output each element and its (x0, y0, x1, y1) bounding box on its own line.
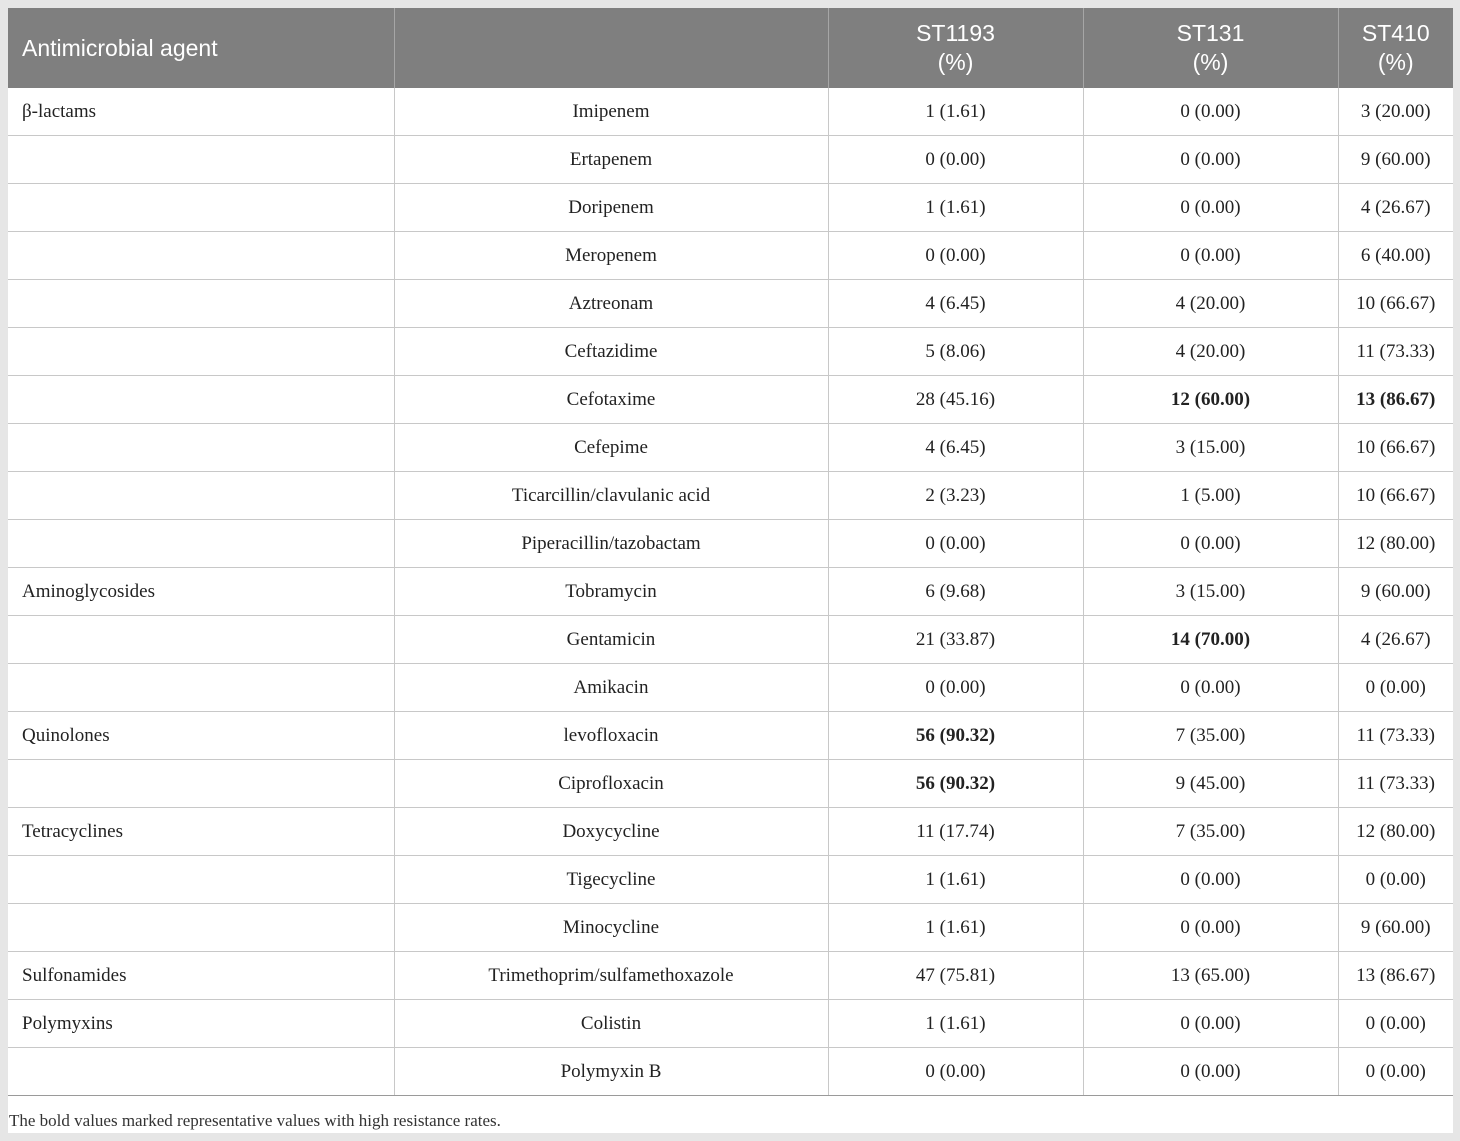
cell-st131: 1 (5.00) (1083, 472, 1338, 520)
table-body (8, 88, 1453, 1096)
cell-st1193: 0 (0.00) (828, 664, 1083, 712)
cell-st131: 0 (0.00) (1083, 232, 1338, 280)
cell-class (8, 280, 394, 328)
header-st131-label: ST131 (1176, 20, 1245, 46)
cell-drug: Ceftazidime (394, 328, 828, 376)
cell-drug: Cefotaxime (394, 376, 828, 424)
table-row (8, 1000, 1453, 1048)
cell-drug: Doxycycline (394, 808, 828, 856)
cell-st410: 13 (86.67) (1338, 376, 1453, 424)
cell-st131: 13 (65.00) (1083, 952, 1338, 1000)
cell-class (8, 424, 394, 472)
cell-st1193: 5 (8.06) (828, 328, 1083, 376)
cell-st1193: 56 (90.32) (828, 712, 1083, 760)
cell-st131: 12 (60.00) (1083, 376, 1338, 424)
cell-st1193: 47 (75.81) (828, 952, 1083, 1000)
cell-st1193: 4 (6.45) (828, 280, 1083, 328)
cell-st131: 0 (0.00) (1083, 904, 1338, 952)
cell-st410: 3 (20.00) (1338, 88, 1453, 136)
table-row (8, 904, 1453, 952)
cell-st131: 4 (20.00) (1083, 328, 1338, 376)
cell-st410: 0 (0.00) (1338, 856, 1453, 904)
cell-st1193: 1 (1.61) (828, 856, 1083, 904)
header-st131 (1083, 8, 1338, 88)
table-footnote: The bold values marked representative values with high resistance rates. (9, 1111, 501, 1130)
cell-st1193: 6 (9.68) (828, 568, 1083, 616)
header-st1193-label: ST1193 (916, 20, 995, 46)
cell-class (8, 184, 394, 232)
cell-drug: Cefepime (394, 424, 828, 472)
cell-class (8, 760, 394, 808)
cell-st1193: 1 (1.61) (828, 88, 1083, 136)
cell-class (8, 1048, 394, 1096)
resistance-table (8, 8, 1453, 1096)
header-row (8, 8, 1453, 88)
table-row (8, 952, 1453, 1000)
cell-drug: Ticarcillin/clavulanic acid (394, 472, 828, 520)
cell-drug: Ciprofloxacin (394, 760, 828, 808)
table-row (8, 856, 1453, 904)
cell-st131: 9 (45.00) (1083, 760, 1338, 808)
cell-class (8, 616, 394, 664)
cell-drug: Tobramycin (394, 568, 828, 616)
cell-st131: 7 (35.00) (1083, 712, 1338, 760)
cell-st1193: 28 (45.16) (828, 376, 1083, 424)
table-row (8, 88, 1453, 136)
cell-drug: Doripenem (394, 184, 828, 232)
cell-st410: 9 (60.00) (1338, 568, 1453, 616)
cell-drug: Piperacillin/tazobactam (394, 520, 828, 568)
table-row (8, 136, 1453, 184)
table-row (8, 472, 1453, 520)
cell-drug: Minocycline (394, 904, 828, 952)
header-st410 (1338, 8, 1453, 88)
header-drug (394, 8, 828, 88)
cell-drug: Ertapenem (394, 136, 828, 184)
cell-st131: 0 (0.00) (1083, 1048, 1338, 1096)
cell-class: β-lactams (8, 88, 394, 136)
cell-drug: Polymyxin B (394, 1048, 828, 1096)
table-row (8, 328, 1453, 376)
cell-class: Polymyxins (8, 1000, 394, 1048)
cell-st131: 0 (0.00) (1083, 520, 1338, 568)
cell-st410: 4 (26.67) (1338, 184, 1453, 232)
cell-class (8, 904, 394, 952)
cell-class (8, 520, 394, 568)
cell-st410: 10 (66.67) (1338, 472, 1453, 520)
header-st131-unit: (%) (1192, 49, 1229, 75)
cell-st410: 0 (0.00) (1338, 664, 1453, 712)
cell-st410: 11 (73.33) (1338, 328, 1453, 376)
cell-st410: 9 (60.00) (1338, 904, 1453, 952)
cell-drug: Trimethoprim/sulfamethoxazole (394, 952, 828, 1000)
cell-st410: 0 (0.00) (1338, 1000, 1453, 1048)
cell-st410: 10 (66.67) (1338, 280, 1453, 328)
cell-st1193: 0 (0.00) (828, 136, 1083, 184)
cell-class: Aminoglycosides (8, 568, 394, 616)
cell-drug: Meropenem (394, 232, 828, 280)
cell-st131: 7 (35.00) (1083, 808, 1338, 856)
cell-drug: Tigecycline (394, 856, 828, 904)
table-row (8, 1048, 1453, 1096)
cell-drug: Colistin (394, 1000, 828, 1048)
cell-st1193: 21 (33.87) (828, 616, 1083, 664)
table-row (8, 232, 1453, 280)
table-row (8, 520, 1453, 568)
cell-class: Sulfonamides (8, 952, 394, 1000)
cell-drug: Imipenem (394, 88, 828, 136)
cell-st131: 0 (0.00) (1083, 184, 1338, 232)
cell-st1193: 1 (1.61) (828, 184, 1083, 232)
cell-st410: 11 (73.33) (1338, 760, 1453, 808)
cell-drug: Amikacin (394, 664, 828, 712)
table-row (8, 184, 1453, 232)
cell-st131: 3 (15.00) (1083, 424, 1338, 472)
cell-class (8, 472, 394, 520)
cell-class (8, 856, 394, 904)
cell-st131: 4 (20.00) (1083, 280, 1338, 328)
table-row (8, 568, 1453, 616)
cell-st410: 13 (86.67) (1338, 952, 1453, 1000)
cell-st1193: 0 (0.00) (828, 1048, 1083, 1096)
table-sheet (8, 8, 1453, 1133)
cell-st131: 0 (0.00) (1083, 136, 1338, 184)
cell-st410: 11 (73.33) (1338, 712, 1453, 760)
header-st1193 (828, 8, 1083, 88)
header-st410-unit: (%) (1377, 49, 1414, 75)
cell-st1193: 1 (1.61) (828, 904, 1083, 952)
header-st1193-unit: (%) (937, 49, 974, 75)
table-row (8, 376, 1453, 424)
table-row (8, 664, 1453, 712)
cell-st410: 12 (80.00) (1338, 808, 1453, 856)
table-row (8, 808, 1453, 856)
cell-st1193: 1 (1.61) (828, 1000, 1083, 1048)
cell-st410: 4 (26.67) (1338, 616, 1453, 664)
cell-class: Tetracyclines (8, 808, 394, 856)
table-row (8, 616, 1453, 664)
cell-st131: 0 (0.00) (1083, 1000, 1338, 1048)
table-header (8, 8, 1453, 88)
cell-st1193: 11 (17.74) (828, 808, 1083, 856)
table-row (8, 424, 1453, 472)
cell-st1193: 4 (6.45) (828, 424, 1083, 472)
cell-st410: 10 (66.67) (1338, 424, 1453, 472)
header-st410-label: ST410 (1361, 20, 1430, 46)
header-antimicrobial-agent: Antimicrobial agent (8, 8, 394, 88)
table-row (8, 712, 1453, 760)
cell-class (8, 136, 394, 184)
cell-st1193: 0 (0.00) (828, 232, 1083, 280)
cell-drug: Aztreonam (394, 280, 828, 328)
table-row (8, 280, 1453, 328)
cell-st131: 0 (0.00) (1083, 88, 1338, 136)
cell-class (8, 376, 394, 424)
cell-st131: 0 (0.00) (1083, 664, 1338, 712)
cell-st410: 12 (80.00) (1338, 520, 1453, 568)
cell-drug: levofloxacin (394, 712, 828, 760)
cell-class: Quinolones (8, 712, 394, 760)
cell-st1193: 0 (0.00) (828, 520, 1083, 568)
cell-class (8, 328, 394, 376)
cell-class (8, 664, 394, 712)
cell-st410: 6 (40.00) (1338, 232, 1453, 280)
cell-st131: 3 (15.00) (1083, 568, 1338, 616)
cell-st131: 0 (0.00) (1083, 856, 1338, 904)
cell-class (8, 232, 394, 280)
cell-st1193: 56 (90.32) (828, 760, 1083, 808)
table-row (8, 760, 1453, 808)
cell-st410: 0 (0.00) (1338, 1048, 1453, 1096)
cell-st131: 14 (70.00) (1083, 616, 1338, 664)
cell-st410: 9 (60.00) (1338, 136, 1453, 184)
cell-drug: Gentamicin (394, 616, 828, 664)
cell-st1193: 2 (3.23) (828, 472, 1083, 520)
